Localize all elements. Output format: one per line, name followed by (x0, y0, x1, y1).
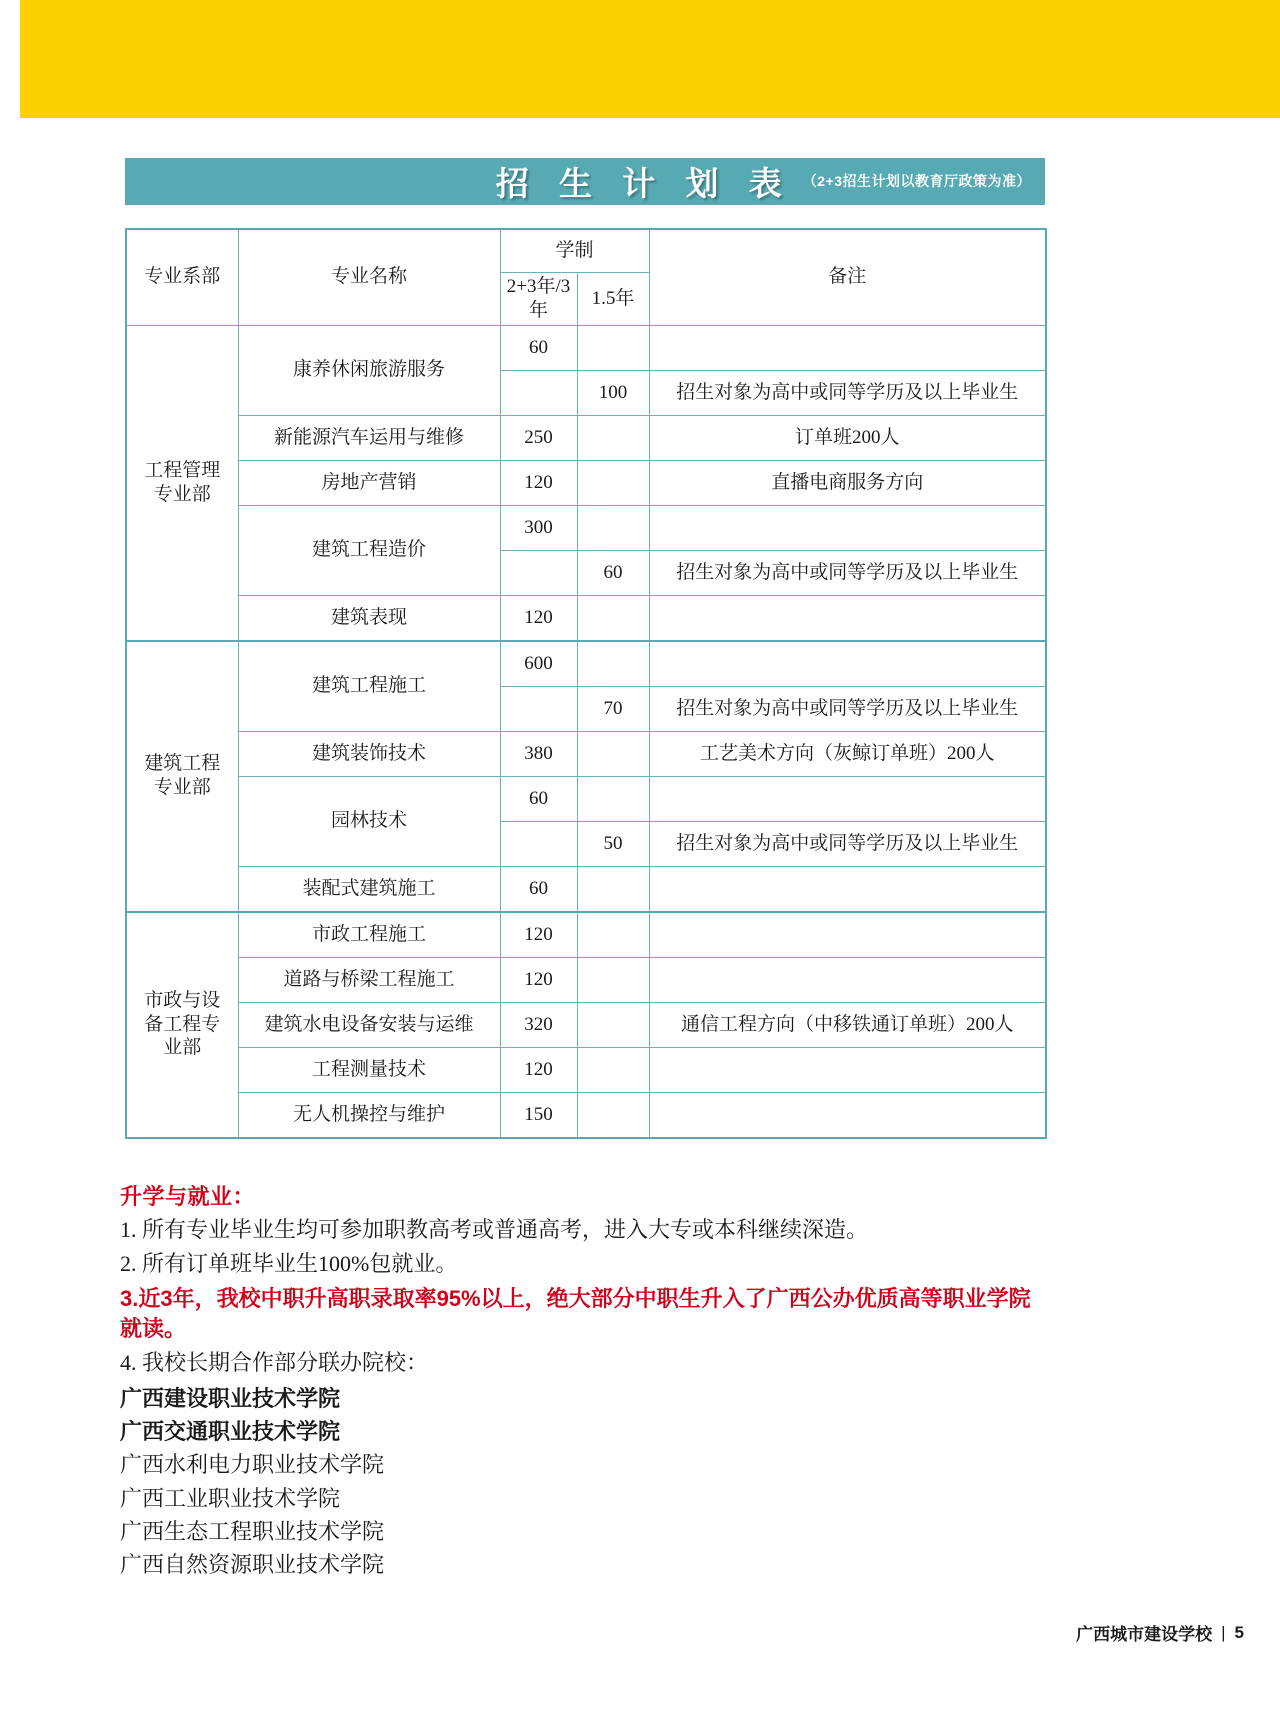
partner-school-bold-1: 广西交通职业技术学院 (120, 1419, 341, 1445)
dept-cell: 建筑工程 专业部 (126, 641, 238, 912)
major-name-cell: 新能源汽车运用与维修 (238, 415, 500, 460)
notes-item-2: 2. 所有订单班毕业生100%包就业。 (120, 1251, 458, 1277)
years1-cell: 150 (500, 1092, 577, 1138)
table-row (126, 957, 1046, 1002)
remark-cell (649, 641, 1046, 687)
years1-cell: 250 (500, 415, 577, 460)
years1-cell: 120 (500, 912, 577, 958)
header-row-1 (126, 229, 1046, 273)
years1-cell: 120 (500, 595, 577, 641)
years1-cell: 600 (500, 641, 577, 687)
page-footer (1076, 1620, 1244, 1645)
remark-cell: 工艺美术方向（灰鲸订单班）200人 (649, 731, 1046, 776)
header-dept: 专业系部 (126, 229, 238, 325)
page-content (0, 118, 1280, 1723)
top-band-left-margin (0, 0, 20, 118)
years2-cell (577, 1047, 649, 1092)
footer-school-name: 广西城市建设学校 (1076, 1625, 1213, 1644)
table-row (126, 505, 1046, 550)
major-name-cell: 房地产营销 (238, 460, 500, 505)
years2-cell (577, 415, 649, 460)
major-name-cell: 建筑工程造价 (238, 505, 500, 595)
remark-cell (649, 957, 1046, 1002)
major-name-cell: 建筑表现 (238, 595, 500, 641)
years2-cell (577, 866, 649, 912)
table-row (126, 325, 1046, 370)
header-years-2: 1.5年 (577, 273, 649, 326)
dept-cell: 市政与设 备工程专 业部 (126, 912, 238, 1138)
remark-cell: 订单班200人 (649, 415, 1046, 460)
page-title: 招 生 计 划 表 (495, 167, 793, 203)
remark-cell: 招生对象为高中或同等学历及以上毕业生 (649, 686, 1046, 731)
partner-school-0: 广西水利电力职业技术学院 (120, 1452, 385, 1478)
table-row (126, 641, 1046, 687)
notes-heading: 升学与就业： (120, 1184, 256, 1209)
major-name-cell: 无人机操控与维护 (238, 1092, 500, 1138)
table-row (126, 866, 1046, 912)
years1-cell: 300 (500, 505, 577, 550)
top-yellow-band (0, 0, 1280, 118)
notes-item-3: 3.近3年，我校中职升高职录取率95%以上，绝大部分中职生升入了广西公办优质高等职业学院就读。 (120, 1285, 1031, 1342)
remark-cell: 通信工程方向（中移铁通订单班）200人 (649, 1002, 1046, 1047)
remark-cell (649, 912, 1046, 958)
notes-item-1: 1. 所有专业毕业生均可参加职教高考或普通高考，进入大专或本科继续深造。 (120, 1217, 869, 1242)
table-row (126, 595, 1046, 641)
partner-school-2: 广西生态工程职业技术学院 (120, 1518, 385, 1544)
notes-item-4: 4. 我校长期合作部分联办院校： (120, 1350, 429, 1376)
footer-divider: | (1221, 1622, 1226, 1642)
header-system: 学制 (500, 229, 649, 273)
remark-cell (649, 325, 1046, 370)
partner-school-bold-0: 广西建设职业技术学院 (120, 1385, 341, 1411)
remark-cell: 直播电商服务方向 (649, 460, 1046, 505)
years2-cell (577, 460, 649, 505)
years2-cell (577, 1092, 649, 1138)
remark-cell: 招生对象为高中或同等学历及以上毕业生 (649, 370, 1046, 415)
years2-cell (577, 731, 649, 776)
years1-cell (500, 370, 577, 415)
years1-cell (500, 821, 577, 866)
years1-cell: 380 (500, 731, 577, 776)
years1-cell: 60 (500, 776, 577, 821)
plan-title-bar (125, 158, 1045, 205)
years2-cell (577, 505, 649, 550)
table-body (126, 325, 1046, 1138)
years1-cell: 120 (500, 1047, 577, 1092)
table-row (126, 776, 1046, 821)
years2-cell: 50 (577, 821, 649, 866)
years2-cell (577, 1002, 649, 1047)
major-name-cell: 园林技术 (238, 776, 500, 866)
table-row (126, 415, 1046, 460)
years2-cell (577, 325, 649, 370)
remark-cell: 招生对象为高中或同等学历及以上毕业生 (649, 821, 1046, 866)
years2-cell (577, 641, 649, 687)
major-name-cell: 建筑装饰技术 (238, 731, 500, 776)
partner-school-3: 广西自然资源职业技术学院 (120, 1551, 385, 1577)
major-name-cell: 道路与桥梁工程施工 (238, 957, 500, 1002)
enrollment-plan-table (125, 228, 1047, 1139)
years2-cell (577, 957, 649, 1002)
page-number: 5 (1234, 1622, 1244, 1642)
header-major-name: 专业名称 (238, 229, 500, 325)
years2-cell: 60 (577, 550, 649, 595)
years2-cell: 70 (577, 686, 649, 731)
notes-section (120, 1180, 1050, 1582)
years2-cell (577, 776, 649, 821)
dept-cell: 工程管理 专业部 (126, 325, 238, 641)
years2-cell: 100 (577, 370, 649, 415)
remark-cell (649, 595, 1046, 641)
table-row (126, 731, 1046, 776)
remark-cell: 招生对象为高中或同等学历及以上毕业生 (649, 550, 1046, 595)
years1-cell: 60 (500, 325, 577, 370)
major-name-cell: 康养休闲旅游服务 (238, 325, 500, 415)
years1-cell (500, 550, 577, 595)
remark-cell (649, 505, 1046, 550)
remark-cell (649, 776, 1046, 821)
table-row (126, 1092, 1046, 1138)
years1-cell: 60 (500, 866, 577, 912)
years2-cell (577, 912, 649, 958)
remark-cell (649, 1092, 1046, 1138)
table-row (126, 460, 1046, 505)
header-years-1: 2+3年/3年 (500, 273, 577, 326)
header-remark: 备注 (649, 229, 1046, 325)
major-name-cell: 建筑水电设备安装与运维 (238, 1002, 500, 1047)
major-name-cell: 建筑工程施工 (238, 641, 500, 732)
years1-cell (500, 686, 577, 731)
remark-cell (649, 866, 1046, 912)
years1-cell: 120 (500, 957, 577, 1002)
years1-cell: 320 (500, 1002, 577, 1047)
remark-cell (649, 1047, 1046, 1092)
years2-cell (577, 595, 649, 641)
years1-cell: 120 (500, 460, 577, 505)
partner-school-1: 广西工业职业技术学院 (120, 1485, 341, 1511)
table-row (126, 1047, 1046, 1092)
major-name-cell: 工程测量技术 (238, 1047, 500, 1092)
table-row (126, 1002, 1046, 1047)
page-subtitle: （2+3招生计划以教育厅政策为准） (802, 172, 1031, 189)
major-name-cell: 市政工程施工 (238, 912, 500, 958)
major-name-cell: 装配式建筑施工 (238, 866, 500, 912)
table-row (126, 912, 1046, 958)
table-header (126, 229, 1046, 325)
